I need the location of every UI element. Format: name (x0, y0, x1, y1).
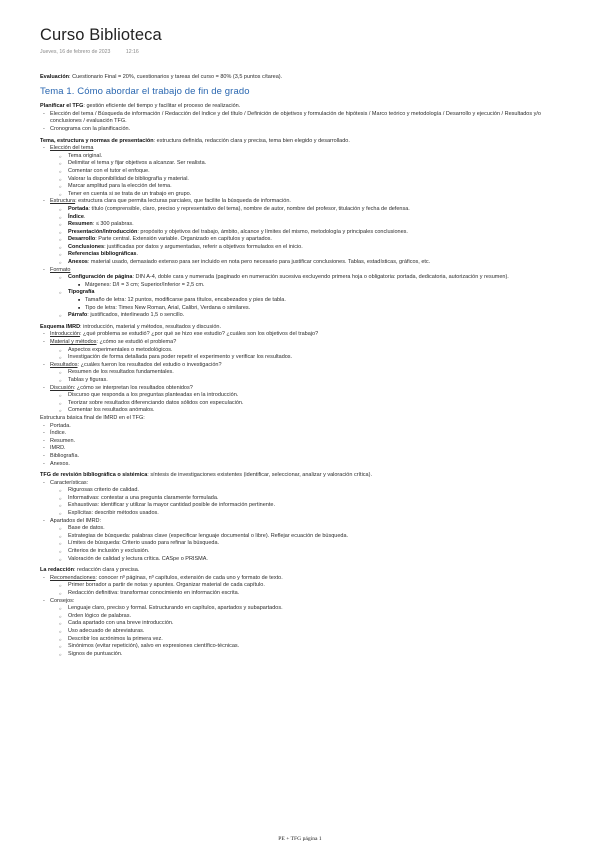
review-list (40, 480, 562, 564)
list-item: ■ Tamaño de letra: 12 puntos, modificarse para títulos, encabezados y pies de tabla. (76, 297, 562, 305)
sublist (58, 487, 562, 517)
list-item: ○ Uso adecuado de abreviaturas. (58, 628, 562, 636)
formato-sublist (58, 274, 562, 320)
structure-label: Tema, estructura y normas de presentación (40, 137, 154, 144)
item-label: Apartados del IMRD: (50, 517, 102, 524)
list-item: ○ Tema original. (58, 153, 562, 161)
item-text: : DIN A-4, doble cara y numerada (paginado en numeración sucesiva excluyendo primera hoja o obligatoria: portada, dedicatoria, autorización y resumen). (132, 274, 509, 281)
evaluation-paragraph (40, 74, 562, 82)
structure-text: : estructura definida, redacción clara y precisa, tema bien elegido y desarrollado. (153, 137, 350, 144)
item-text: : título (comprensible, claro, preciso y representativo del tema), nombre de autor, nombre del profesor, titulación y fecha de defensa. (88, 205, 410, 212)
list-item: - Elección del tema / Búsqueda de información / Redacción del índice y del título / Definición de objetivos y formulación de hipótesis / Marco teórico y metodología / Desarrollo y ejecución / Resultados y/o conclusiones / evaluación TFG. (40, 111, 562, 126)
list-item (40, 575, 562, 598)
list-item: ■ Márgenes: D/I = 3 cm; Superior/Inferior = 2,5 cm. (76, 282, 562, 290)
list-item: ○ Valoración de calidad y lectura crítica. CASpe o PRISMA. (58, 556, 562, 564)
formato-label: Formato (50, 266, 71, 273)
list-item: ○ Redacción definitiva: transformar conocimiento en información escrita. (58, 590, 562, 598)
estructura-sublist (58, 206, 562, 267)
evaluation-text: : Cuestionario Final = 20%, cuestionarios y tareas del curso = 80% (3,5 puntos c/tarea). (69, 74, 283, 80)
item-label: Resultados (50, 361, 78, 368)
imrd-list (40, 331, 562, 415)
list-item (40, 598, 562, 659)
list-item: ○ Cada apartado con una breve introducción. (58, 620, 562, 628)
list-item (58, 289, 562, 312)
item-label: Conclusiones (68, 243, 105, 250)
list-item (40, 331, 562, 339)
list-item (40, 362, 562, 385)
imrd-final-list (40, 423, 562, 469)
theme-label: Elección del tema (50, 145, 94, 152)
list-item: ○ Sinónimos (evitar repetición), salvo en expresiones científico-técnicas. (58, 643, 562, 651)
page-title: Curso Biblioteca (40, 26, 162, 44)
list-item: ○ Criterios de inclusión y exclusión. (58, 548, 562, 556)
list-item (58, 244, 562, 252)
list-item (58, 221, 562, 229)
list-item (40, 198, 562, 266)
estructura-text: : estructura clara que permita lecturas parciales, que facilite la búsqueda de información. (75, 198, 291, 205)
imrd-final-title: Estructura básica final de IMRD en el TFG: (40, 414, 145, 421)
list-item: ○ Aspectos experimentales o metodológicos. (58, 347, 562, 355)
list-item (58, 236, 562, 244)
item-text: . (83, 213, 86, 220)
item-label: Párrafo (68, 312, 88, 319)
item-text: : ¿cuáles fueron los resultados del estudio o investigación? (77, 361, 222, 368)
item-label: Resumen (68, 221, 93, 228)
theme-sublist (58, 153, 562, 199)
list-item (40, 480, 562, 518)
item-label: Índice (68, 213, 84, 220)
writing-paragraph (40, 567, 562, 575)
list-item (58, 312, 562, 320)
list-item (58, 251, 562, 259)
plan-paragraph (40, 103, 562, 111)
imrd-text: : introducción, material y métodos, resultados y discusión. (80, 323, 221, 330)
page-meta (40, 49, 562, 55)
list-item (58, 214, 562, 222)
page-footer: PE + TFG página 1 (278, 836, 322, 842)
writing-text: : redacción clara y precisa. (73, 567, 140, 574)
list-item (40, 145, 562, 198)
item-label: Tipografía (68, 289, 95, 296)
imrd-label: Esquema IMRD (40, 323, 81, 330)
item-label: Presentación/Introducción (68, 228, 138, 235)
sublist (58, 347, 562, 362)
document-page (40, 26, 562, 658)
list-item: ○ Informativas: contestar a una pregunta claramente formulada. (58, 495, 562, 503)
item-label: Desarrollo (68, 236, 96, 243)
sublist (58, 369, 562, 384)
list-item: ○ Resumen de los resultados fundamentales. (58, 369, 562, 377)
imrd-paragraph (40, 324, 562, 332)
list-item (58, 206, 562, 214)
page-date: Jueves, 16 de febrero de 2023 (40, 49, 111, 55)
list-item: ○ Exhaustivas: identificar y utilizar la mayor cantidad posible de información pertinente. (58, 502, 562, 510)
writing-label: La redacción (40, 567, 74, 574)
item-text: : conocer nº páginas, nº capítulos, extensión de cada uno y formato de texto. (95, 574, 283, 581)
list-item: - Portada. (40, 423, 562, 431)
tipografia-sublist (76, 297, 562, 312)
margins-sublist (76, 282, 562, 290)
list-item: ○ Tener en cuenta si se trata de un trabajo en grupo. (58, 191, 562, 199)
plan-text: : gestión eficiente del tiempo y facilitar el proceso de realización. (83, 103, 241, 110)
page-body (40, 74, 562, 658)
list-item (58, 274, 562, 289)
list-item: ○ Explícitas: describir métodos usados. (58, 510, 562, 518)
item-text: : ≤ 300 palabras. (92, 221, 134, 228)
review-paragraph (40, 472, 562, 480)
list-item: ○ Rigurosas criterio de calidad. (58, 487, 562, 495)
list-item: ○ Primer borrador a partir de notas y apuntes. Organizar material de cada capítulo. (58, 582, 562, 590)
item-text: : ¿cómo se interpretan los resultados obtenidos? (73, 384, 193, 391)
list-item: ○ Tablas y figuras. (58, 377, 562, 385)
item-label: Portada (68, 205, 89, 212)
list-item: - Resumen. (40, 438, 562, 446)
list-item (58, 259, 562, 267)
list-item: ○ Signos de puntuación. (58, 651, 562, 659)
item-label: Anexos (68, 259, 88, 266)
item-label: Referencias bibliográficas (68, 251, 137, 258)
list-item (40, 518, 562, 564)
list-item: ○ Comentar con el tutor el enfoque. (58, 168, 562, 176)
item-text: : ¿cómo se estudió el problema? (96, 339, 177, 345)
item-label: Consejos: (50, 597, 75, 604)
structure-list (40, 145, 562, 320)
section-heading: Tema 1. Cómo abordar el trabajo de fin de grado (40, 85, 250, 97)
list-item: ■ Tipo de letra: Times New Roman, Arial, Calibri, Verdana o similares. (76, 305, 562, 313)
item-text: . (136, 251, 139, 258)
item-label: Introducción (50, 331, 80, 338)
list-item: ○ Base de datos. (58, 525, 562, 533)
item-text: : propósito y objetivos del trabajo, ámbito, alcance y límites del mismo, metodología y principales conclusiones. (137, 228, 408, 235)
item-text: : Parte central. Extensión variable. Organizado en capítulos y apartados. (95, 236, 272, 243)
list-item: - IMRD. (40, 445, 562, 453)
list-item: ○ Delimitar el tema y fijar objetivos a alcanzar. Ser realista. (58, 160, 562, 168)
item-text: : justificados, interlineado 1,5 o sencillo. (87, 312, 185, 319)
list-item: ○ Marcar amplitud para la elección del tema. (58, 183, 562, 191)
evaluation-label: Evaluación (40, 74, 70, 80)
list-item: ○ Valorar la disponibilidad de bibliografía y material. (58, 176, 562, 184)
list-item: ○ Teorizar sobre resultados diferenciando datos sólidos con especulación. (58, 400, 562, 408)
list-item: ○ Comentar los resultados anómalos. (58, 407, 562, 415)
sublist (58, 605, 562, 658)
estructura-label: Estructura (50, 198, 76, 205)
item-label: Características: (50, 479, 89, 486)
item-text: : material usado, demasiado extenso para ser incluido en nota pero necesario para justificar conclusiones. Tablas, estadísticas, gráficos, etc. (87, 259, 431, 266)
item-label: Material y métodos (50, 339, 97, 345)
plan-list (40, 111, 562, 134)
sublist (58, 525, 562, 563)
item-text: : ¿qué problema se estudió? ¿por qué se hizo ese estudio? ¿cuáles son los objetivos del trabajo? (79, 331, 319, 338)
list-item: - Anexos. (40, 461, 562, 469)
sublist (58, 392, 562, 415)
list-item: - Bibliografía. (40, 453, 562, 461)
list-item: ○ Estrategias de búsqueda: palabras clave (especificar lenguaje documental o libre). Reflejar ecuación de búsqueda. (58, 533, 562, 541)
list-item (58, 229, 562, 237)
structure-paragraph (40, 138, 562, 146)
review-text: : síntesis de investigaciones existentes (identificar, seleccionar, analizar y valoración crítica). (147, 472, 372, 479)
list-item: ○ Orden lógico de palabras. (58, 613, 562, 621)
item-label: Configuración de página (68, 274, 133, 281)
sublist (58, 582, 562, 597)
plan-label: Planificar el TFG (40, 103, 84, 110)
item-text: : justificadas por datos y argumentadas, referir a objetivos formulados en el inicio. (104, 243, 303, 250)
list-item: ○ Discurso que responda a los preguntas planteadas en la introducción. (58, 392, 562, 400)
list-item: - Índice. (40, 430, 562, 438)
review-label: TFG de revisión bibliográfica o sistémica (40, 472, 148, 479)
list-item: ○ Investigación de forma detallada para poder repetir el experimento y verificar los resultados. (58, 354, 562, 362)
list-item: - Cronograma con la planificación. (40, 126, 562, 134)
writing-list (40, 575, 562, 659)
list-item (40, 267, 562, 320)
list-item: ○ Límites de búsqueda: Criterio usado para refinar la búsqueda. (58, 540, 562, 548)
list-item: ○ Lenguaje claro, preciso y formal. Estructurando en capítulos, apartados y subapartados. (58, 605, 562, 613)
item-label: Discusión (50, 384, 74, 391)
item-label: Recomendaciones (50, 574, 96, 581)
list-item: ○ Describir los acrónimos la primera vez. (58, 636, 562, 644)
list-item (40, 385, 562, 415)
list-item (40, 339, 562, 362)
page-time: 12:16 (125, 49, 139, 55)
